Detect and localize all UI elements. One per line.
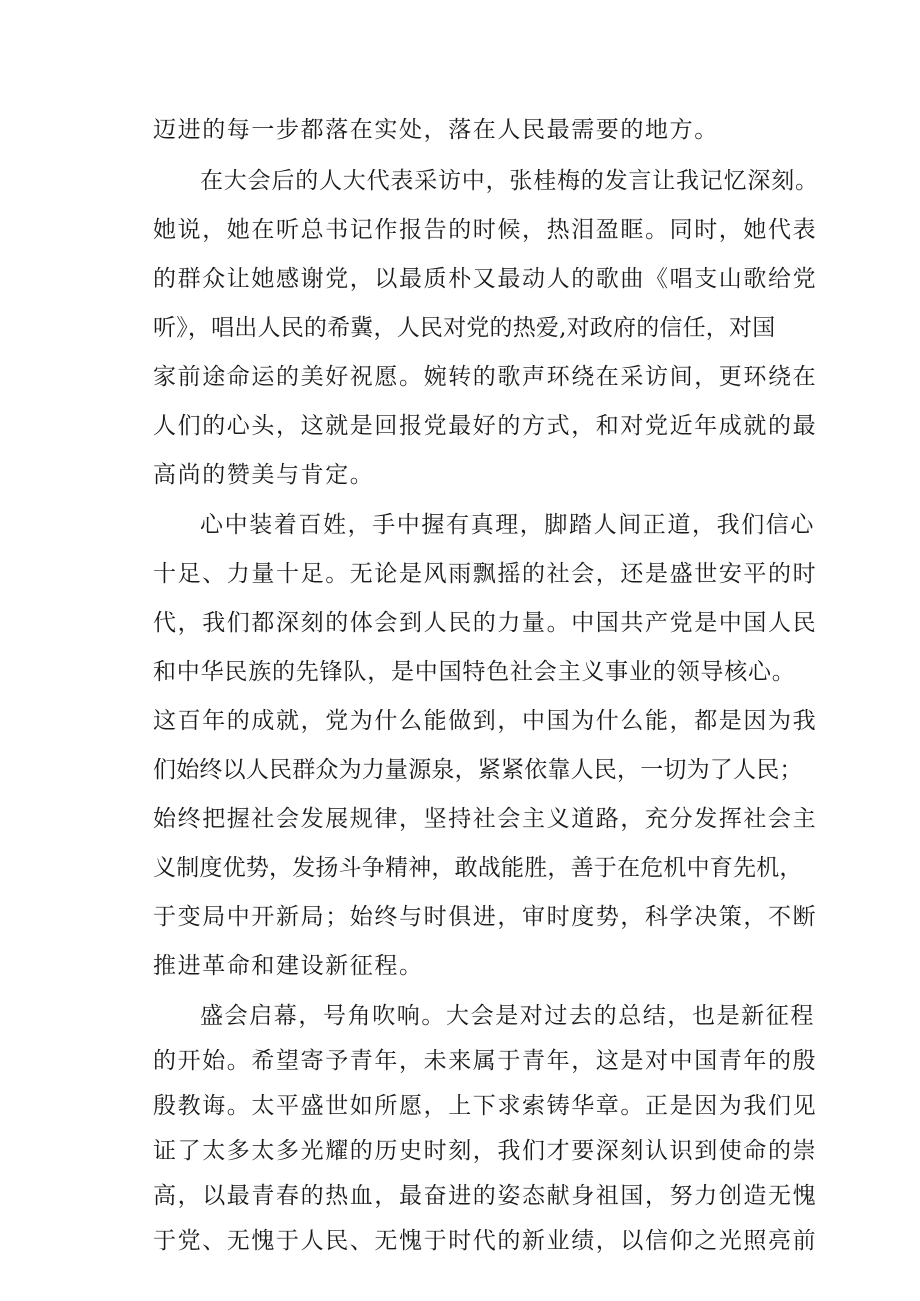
- paragraph-2-line-1: 在大会后的人大代表采访中，张桂梅的发言让我记忆深刻。: [200, 168, 819, 194]
- paragraph-2-line-3: 的群众让她感谢党，以最质朴又最动人的歌曲《唱支山歌给党: [153, 266, 818, 292]
- paragraph-3-line-7: 始终把握社会发展规律，坚持社会主义道路，充分发挥社会主: [153, 806, 818, 832]
- paragraph-2-line-4: 听》，唱出人民的希冀，人民对党的热爱,对政府的信任，对国: [153, 315, 776, 341]
- paragraph-4-line-1: 盛会启幕，号角吹响。大会是对过去的总结，也是新征程: [200, 1003, 815, 1029]
- paragraph-3-line-6: 们始终以人民群众为力量源泉，紧紧依靠人民，一切为了人民；: [153, 757, 803, 783]
- paragraph-3-line-3: 代，我们都深刻的体会到人民的力量。中国共产党是中国人民: [153, 610, 818, 636]
- paragraph-3-line-2: 十足、力量十足。无论是风雨飘摇的社会，还是盛世安平的时: [153, 561, 818, 587]
- paragraph-2-line-6: 人们的心头，这就是回报党最好的方式，和对党近年成就的最: [153, 413, 818, 439]
- paragraph-4-line-5: 高，以最青春的热血，最奋进的姿态献身祖国，努力创造无愧: [153, 1183, 818, 1209]
- paragraph-2-line-7: 高尚的赞美与肯定。: [153, 462, 375, 488]
- paragraph-3-line-1: 心中装着百姓，手中握有真理，脚踏人间正道，我们信心: [200, 512, 815, 538]
- paragraph-4-line-3: 殷教诲。太平盛世如所愿，上下求索铸华章。正是因为我们见: [153, 1093, 818, 1119]
- paragraph-1-line-1: 迈进的每一步都落在实处，落在人民最需要的地方。: [153, 117, 719, 143]
- paragraph-3-line-4: 和中华民族的先锋队，是中国特色社会主义事业的领导核心。: [153, 659, 796, 685]
- paragraph-2-line-5: 家前途命运的美好祝愿。婉转的歌声环绕在采访间，更环绕在: [153, 364, 818, 390]
- paragraph-2-line-2: 她说，她在听总书记作报告的时候，热泪盈眶。同时，她代表: [153, 217, 818, 243]
- paragraph-4-line-4: 证了太多太多光耀的历史时刻，我们才要深刻认识到使命的崇: [153, 1138, 818, 1164]
- paragraph-3-line-8: 义制度优势，发扬斗争精神，敢战能胜，善于在危机中育先机，: [153, 855, 803, 881]
- paragraph-4-line-6: 于党、无愧于人民、无愧于时代的新业绩，以信仰之光照亮前: [153, 1228, 818, 1254]
- paragraph-3-line-5: 这百年的成就，党为什么能做到，中国为什么能，都是因为我: [153, 708, 818, 734]
- paragraph-3-line-9: 于变局中开新局；始终与时俱进，审时度势，科学决策，不断: [153, 904, 818, 930]
- paragraph-4-line-2: 的开始。希望寄予青年，未来属于青年，这是对中国青年的殷: [153, 1048, 818, 1074]
- paragraph-3-line-10: 推进革命和建设新征程。: [153, 953, 424, 979]
